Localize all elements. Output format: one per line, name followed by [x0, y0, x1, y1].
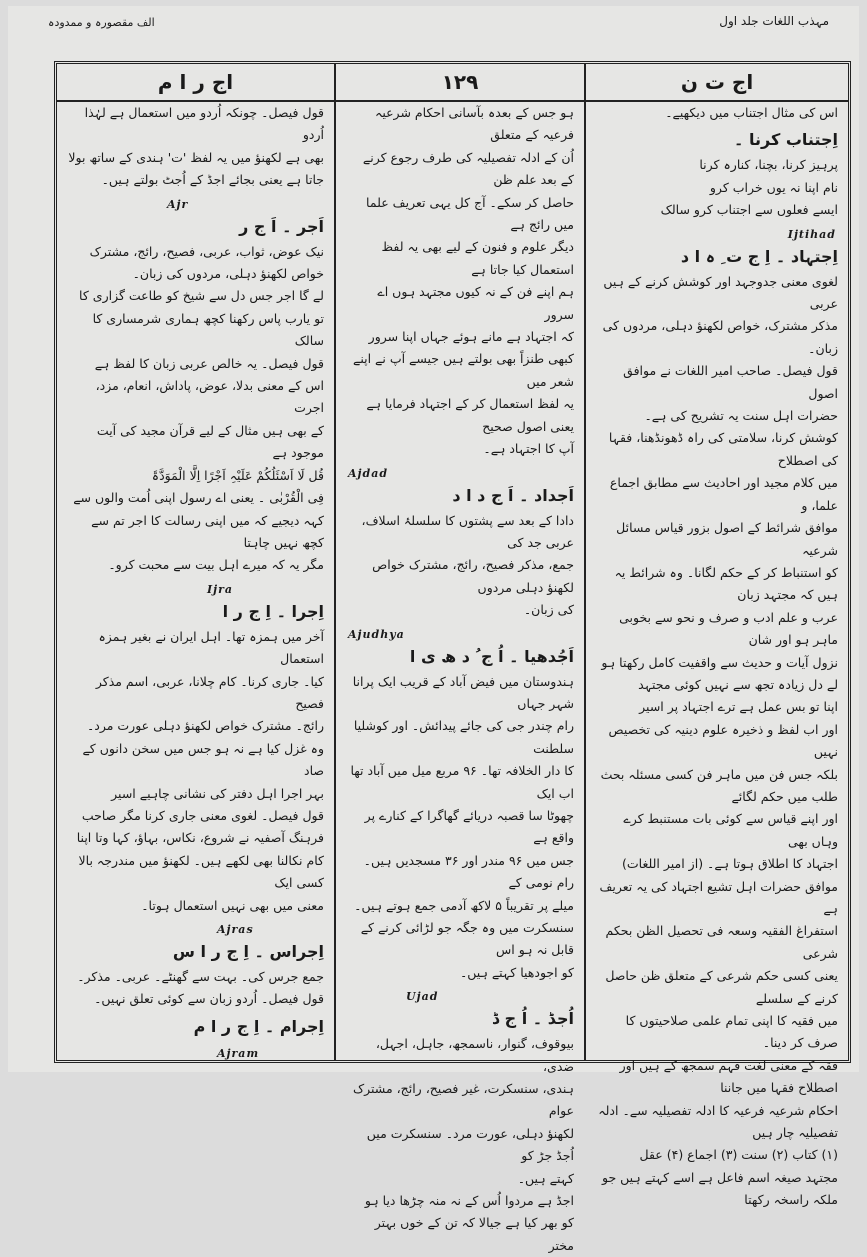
- text-line: فِی الْقُرْبٰی ۔ یعنی اے رسول اپنی اُمت والوں سے: [73, 490, 324, 506]
- text-line: یہ لفظ استعمال کر کے اجتہاد فرمایا ہے یعنی اصول صحیح: [366, 396, 574, 434]
- text-line: بلکہ جس فن میں ماہر فن کسی مسئلہ بحث طلب میں حکم لگائے: [600, 766, 838, 804]
- text-line: (۱) کتاب (۲) سنت (۳) اجماع (۴) عقل: [639, 1147, 838, 1163]
- text-line: اپنا تو بس عمل ہے ترے اجتہاد پر اسیر: [639, 699, 838, 715]
- column-head-left: اج ر ا م: [57, 64, 334, 102]
- left-lines-1: [57, 102, 334, 192]
- text-line: قُل لَا اَسْئَلُکُمْ عَلَیْہِ اَجْرًا اِلَّا الْمَوَدَّۃَ: [151, 467, 324, 483]
- text-line: کوشش کرنا، سلامتی کی راہ ڈھونڈھنا، فقہا کی اصطلاح: [608, 430, 838, 468]
- text-line: جس میں ۹۶ مندر اور ۳۶ مسجدیں ہیں۔ رام نومی کے: [363, 852, 574, 891]
- text-line: احکام شرعیہ فرعیہ کا ادلہ تفصیلیہ سے۔ ادلہ تفصیلیہ چار ہیں: [598, 1102, 838, 1141]
- text-line: تو یارب پاس رکھنا کچھ ہماری شرمساری کا سالک: [92, 310, 324, 349]
- page-number: ۱۲۹: [336, 64, 584, 102]
- text-line: قول فیصل۔ یہ خالص عربی زبان کا لفظ ہے: [94, 355, 324, 371]
- text-line: رام چندر جی کی جائے پیدائش۔ اور کوشلیا سلطنت: [353, 718, 574, 756]
- middle-lines-4: [336, 1033, 584, 1257]
- text-line: دادا کے بعد سے پشتوں کا سلسلۂ اسلاف، عربی جد کی: [361, 512, 574, 550]
- text-line: قول فیصل۔ لغوی معنی جاری کرنا مگر صاحب: [81, 807, 324, 823]
- text-line: مگر یہ کہ میرے اہل بیت سے محبت کرو۔: [108, 557, 324, 573]
- text-line: کی زبان۔: [523, 602, 574, 618]
- text-line: بہر اجرا اہل دفتر کی نشانی چاہیے اسیر: [111, 785, 324, 801]
- text-line: میں کلام مجید اور احادیث سے مطابق اجماع علما، و: [609, 475, 838, 513]
- left-lines-4: [57, 966, 334, 1011]
- text-line: قول فیصل۔ چونکہ اُردو میں استعمال ہے لہٰذا اُردو: [84, 105, 324, 143]
- text-line: دیگر علوم و فنون کے لیے بھی یہ لفظ استعمال کیا جاتا ہے: [381, 239, 574, 277]
- roman-tag-ajudhiya: Ajudhya: [348, 627, 405, 641]
- headword-ajr: اَجر ۔ اَ ج ر: [239, 216, 324, 236]
- roman-tag-ujad: Ujad: [406, 990, 439, 1004]
- text-line: لکھنؤ دہلی، عورت مرد۔ سنسکرت میں اُجڈ جڑ کو: [366, 1125, 574, 1164]
- text-line: چھوٹا سا قصبہ دریائے گھاگرا کے کنارے پر واقع ہے: [364, 807, 574, 846]
- roman-tag-ajras: Ajras: [217, 923, 254, 936]
- text-line: میلے پر تقریباً ۵ لاکھ آدمی جمع ہوتے ہیں۔: [354, 897, 574, 913]
- roman-tag-ajdad: Ajdad: [348, 466, 389, 480]
- text-line: سنسکرت میں وہ جگہ جو لڑائی کرنے کے قابل نہ ہو اس: [360, 920, 574, 958]
- roman-tag-ijra: Ijra: [207, 582, 234, 596]
- text-line: ہو جس کے بعدہ بآسانی احکام شرعیہ فرعیہ کے متعلق: [375, 105, 574, 143]
- text-line: مذکر مشترک، خواص لکھنؤ دہلی، مردوں کی زبان۔: [602, 318, 838, 356]
- text-line: کا دار الخلافہ تھا۔ ۹۶ مربع میل میں آباد تھا اب ایک: [350, 763, 574, 801]
- text-line: حاصل کر سکے۔ آج کل یہی تعریف علما میں رائج ہے: [366, 194, 574, 233]
- text-line: ایسے فعلوں سے اجتناب کرو سالک: [660, 202, 838, 218]
- text-line: کہ اجتہاد ہے مانے ہوئے جہاں اپنا سرور: [368, 329, 574, 345]
- dictionary-page: [8, 6, 859, 1253]
- text-line: اس کے معنی بدلا، عوض، پاداش، انعام، مزد، اجرت: [95, 378, 324, 416]
- text-line: رائج۔ مشترک خواص لکھنؤ دہلی عورت مرد۔: [86, 718, 324, 734]
- text-line: کو استنباط کر کے حکم لگانا۔ وہ شرائط یہ ہیں کہ مجتہد زبان: [614, 564, 838, 603]
- text-line: بیوقوف، گنوار، ناسمجھ، جاہل، اجہل، ضدی،: [375, 1036, 574, 1074]
- headword-ujad: اُجڈ ۔ اُ ج ڈ: [491, 1009, 574, 1029]
- text-line: حضرات اہل سنت یہ تشریح کی ہے۔: [644, 408, 838, 424]
- headword-ijram: اِجرام ۔ اِ ج ر ا م: [193, 1016, 324, 1036]
- text-line: کو اجودھیا کہتے ہیں۔: [459, 964, 574, 980]
- headword-ajdad: اَجداد ۔ اَ ج د ا د: [452, 485, 574, 505]
- text-line: لے دل زیادہ تجھ سے نہیں کوئی مجتہد: [638, 676, 838, 692]
- text-line: کیا۔ جاری کرنا۔ کام چلانا، عربی، اسم مذکر فصیح: [95, 673, 324, 711]
- text-line: آپ کا اجتہاد ہے۔: [483, 441, 574, 457]
- text-line: اُن کے ادلہ تفصیلیہ کی طرف رجوع کرنے کے بعد علم ظن: [362, 149, 574, 188]
- text-line: ہندوستان میں فیض آباد کے قریب ایک پرانا شہر جہاں: [352, 673, 574, 711]
- text-line: پرہیز کرنا، بچنا، کنارہ کرنا: [699, 157, 838, 173]
- text-line: قول فیصل۔ اُردو زبان سے کوئی تعلق نہیں۔: [94, 991, 324, 1007]
- middle-column: [334, 64, 584, 1253]
- headword-ijtihad: اِجتہاد ۔ اِ ج ت ِ ہ ا د: [680, 246, 838, 266]
- text-line: اجڈ ہے مردوا اُس کے نہ منہ چڑھا دیا ہو: [364, 1193, 574, 1209]
- running-title-right: مہذب اللغات جلد اول: [719, 14, 829, 28]
- roman-tag-ajram: Ajram: [217, 1046, 260, 1060]
- text-line: میں فقیہ کا اپنی تمام علمی صلاحیتوں کا صرف کر دینا۔: [625, 1013, 838, 1051]
- right-column: [584, 64, 848, 1208]
- text-line: فقہ کے معنی لغت فہم سمجھ کے ہیں اور اصطلاح فقہا میں جاننا: [619, 1057, 838, 1096]
- text-line: جمع، مذکر فصیح، رائج، مشترک خواص لکھنؤ دہلی مردوں: [372, 557, 574, 595]
- text-line: لے گا اجر جس دل سے شیخ کو طاعت گزاری کا: [79, 288, 324, 304]
- right-lines-2: [586, 154, 848, 221]
- text-line: کبھی طنزاً بھی بولتے ہیں جیسے آپ نے اپنے شعر میں: [353, 351, 574, 389]
- text-line: کہتے ہیں۔: [517, 1170, 574, 1186]
- middle-lines-2: [336, 510, 584, 622]
- headword-ijra: اِجرا ۔ اِ ج ر ا: [222, 601, 324, 621]
- running-title-left: الف مقصورہ و ممدودہ: [48, 16, 155, 29]
- text-line: کو بھر کیا ہے جیالا کہ تن کے خوں بہتر مختر: [374, 1215, 574, 1253]
- text-line: آخر میں ہمزہ تھا۔ اہل ایران نے بغیر ہمزہ استعمال: [98, 628, 324, 667]
- roman-tag-ajr: Ajr: [167, 197, 189, 211]
- text-line: لغوی معنی جدوجہد اور کوشش کرنے کے ہیں عربی: [603, 273, 838, 312]
- left-column: [57, 64, 334, 1060]
- text-line: مجتہد صیغہ اسم فاعل ہے اسے کہتے ہیں جو ملکہ راسخہ رکھتا: [601, 1169, 838, 1208]
- middle-lines-1: [336, 102, 584, 461]
- text-line: اور اب لفظ و ذخیرہ علوم دینیہ کی تخصیص نہیں: [608, 721, 838, 760]
- left-lines-2: [57, 241, 334, 577]
- text-line: خواص لکھنؤ دہلی، مردوں کی زبان۔: [132, 266, 324, 282]
- text-line: عرب و علم ادب و صرف و نحو سے بخوبی ماہر ہو اور شان: [619, 609, 838, 648]
- text-line: اجتہاد کا اطلاق ہوتا ہے۔ (از امیر اللغات): [622, 856, 838, 872]
- right-lines-1: [586, 102, 848, 124]
- text-line: بھی ہے لکھنؤ میں یہ لفظ 'ت' ہندی کے ساتھ بولا: [68, 149, 324, 165]
- text-line: کام نکالنا بھی لکھے ہیں۔ لکھنؤ میں مندرجہ بالا کسی ایک: [78, 852, 324, 891]
- left-lines-3: [57, 626, 334, 917]
- text-line: نزول آیات و حدیث سے واقفیت کامل رکھتا ہو: [601, 654, 838, 670]
- text-line: جمع جرس کی۔ بہت سے گھنٹے۔ عربی۔ مذکر۔: [77, 969, 324, 984]
- text-line: کے بھی ہیں مثال کے لیے قرآن مجید کی آیت موجود ہے: [96, 422, 324, 461]
- text-line: نام اپنا نہ یوں خراب کرو: [709, 179, 838, 195]
- text-line: ہندی، سنسکرت، غیر فصیح، رائج، مشترک عوام: [352, 1081, 574, 1119]
- right-lines-3: [586, 271, 848, 1212]
- page-frame: [54, 61, 851, 1253]
- text-line: اور اپنے قیاس سے کوئی بات مستنبط کرے وہاں بھی: [623, 811, 838, 849]
- text-line: یعنی کسی حکم شرعی کے متعلق ظن حاصل کرنے کے سلسلے: [605, 968, 838, 1006]
- text-line: فرہنگ آصفیہ نے شروع، نکاس، بہاؤ، کہا وتا اپنا: [76, 830, 324, 846]
- text-line: ہم اپنے فن کے نہ کیوں مجتہد ہوں اے سرور: [377, 284, 574, 322]
- text-line: اس کی مثال اجتناب میں دیکھیے۔: [665, 105, 838, 120]
- text-line: موافق شرائط کے اصول بزور قیاس مسائل شرعیہ: [616, 520, 838, 558]
- column-head-right: اج ت ن: [586, 64, 848, 102]
- text-line: کہہ دیجیے کہ میں اپنی رسالت کا اجر تم سے کچھ نہیں چاہتا: [91, 512, 324, 550]
- text-line: نیک عوض، ثواب، عربی، فصیح، رائج، مشترک: [89, 243, 324, 259]
- headword-ajudhiya: اَجُدھیا ۔ اُ ج ُ د ھ ی ا: [409, 646, 574, 666]
- text-line: استفراغ الفقیہ وسعہ فی تحصیل الظن بحکم شرعی: [605, 923, 838, 961]
- headword-ijras: اِجراس ۔ اِ ج ر ا س: [172, 942, 324, 961]
- middle-lines-3: [336, 671, 584, 985]
- headword-ijtinab-karna: اِجتناب کرنا ۔: [734, 130, 838, 150]
- text-line: قول فیصل۔ صاحب امیر اللغات نے موافق اصول: [623, 363, 838, 401]
- roman-tag-ijtihad: Ijtihad: [787, 227, 836, 241]
- text-line: وہ غزل کیا ہے نہ ہو جس میں سخن دانوں کے صاد: [82, 740, 324, 779]
- text-line: موافق حضرات اہل تشیع اجتہاد کی یہ تعریف ہے: [599, 878, 838, 916]
- text-line: معنی میں بھی نہیں استعمال ہوتا۔: [141, 897, 324, 913]
- text-line: جاتا ہے یعنی بجائے اجڈ کے اُجٹ بولتے ہیں۔: [101, 172, 324, 188]
